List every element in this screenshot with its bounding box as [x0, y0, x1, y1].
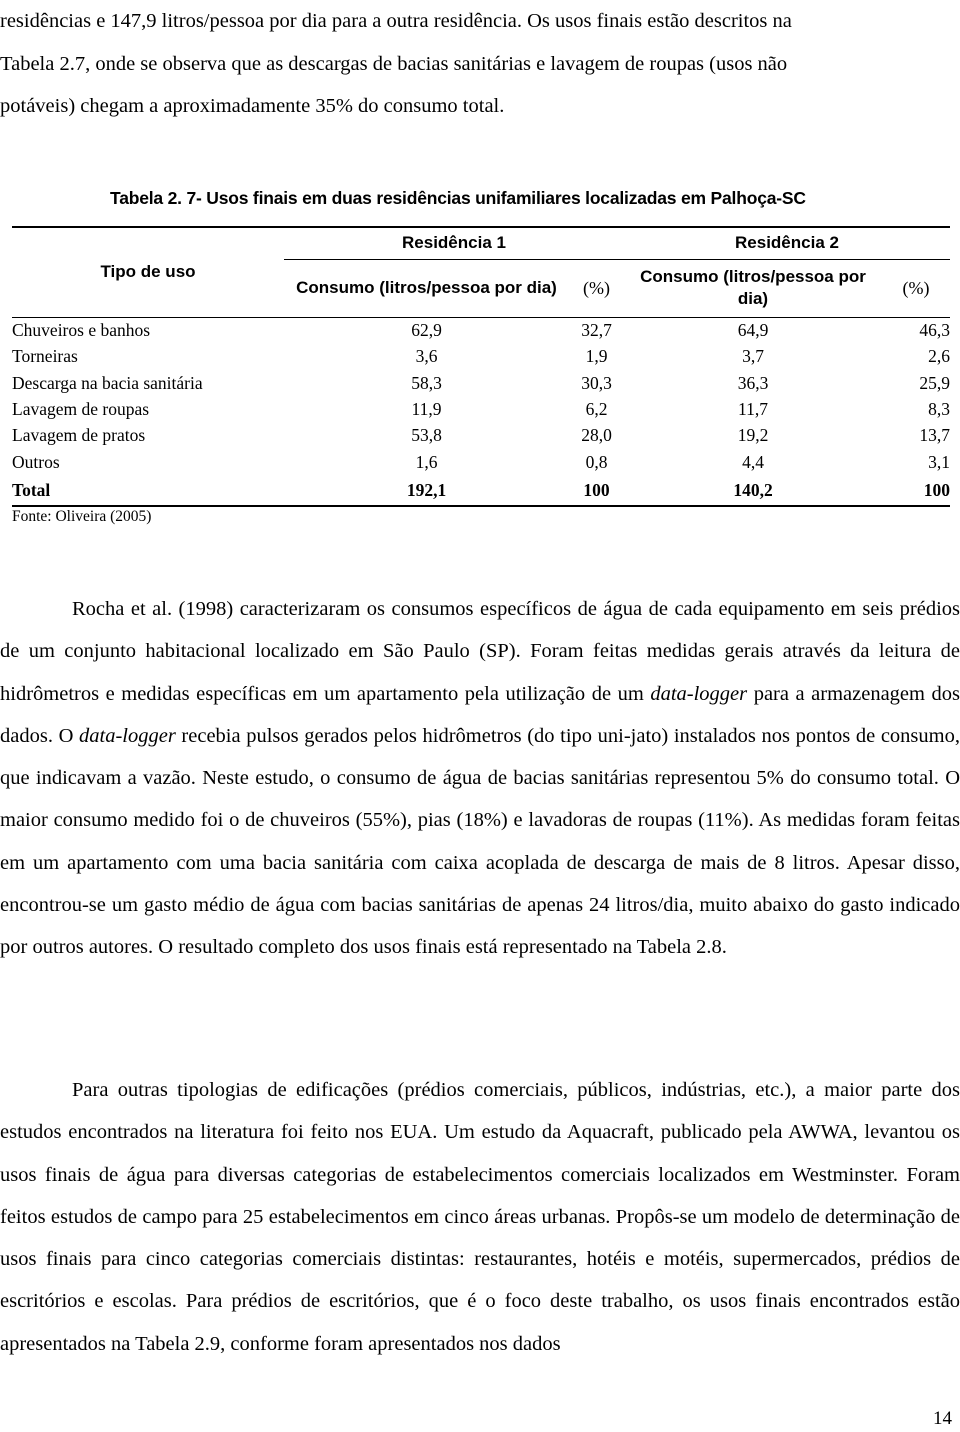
row-consumo-1: 3,6	[415, 346, 438, 367]
row-pct-1: 30,3	[581, 372, 612, 393]
row-consumo-1: 58,3	[411, 372, 442, 393]
row-consumo-2: 19,2	[737, 425, 769, 446]
total-consumo-2: 140,2	[624, 475, 882, 506]
row-tipo: Outros	[12, 451, 60, 472]
row-consumo-1: 62,9	[411, 320, 442, 341]
row-tipo: Descarga na bacia sanitária	[12, 372, 203, 393]
header-residencia-2: Residência 2	[624, 227, 950, 259]
header-residencia-1: Residência 1	[284, 227, 624, 259]
row-pct-2: 46,3	[919, 320, 950, 341]
row-pct-2: 2,6	[928, 346, 950, 367]
header-pct-1: (%)	[569, 259, 624, 317]
row-pct-2: 8,3	[928, 399, 950, 420]
row-tipo: Chuveiros e banhos	[12, 320, 151, 341]
header-consumo-1: Consumo (litros/pessoa por dia)	[284, 259, 569, 317]
row-consumo-2: 11,7	[738, 399, 768, 420]
data-logger-term: data-logger	[79, 724, 176, 747]
table-row	[12, 449, 950, 475]
tipologias-text: Para outras tipologias de edificações (prédios comerciais, públicos, indústrias, etc.), a maior parte dos estudos encontrados na literatura foi feito nos EUA. Um estudo da Aquacraft, publicado pela AWWA, levantou os usos finais de água para diversas categorias de estabelecimentos comerciais localizados em Westminster. Foram feitos estudos de campo para 25 estabelecimentos em cinco áreas urbanas. Propôs-se um modelo de determinação de usos finais para cinco categorias comerciais distintas: restaurantes, hotéis e motéis, supermercados, prédios de escritórios e escolas. Para prédios de escritórios, que é o foco deste trabalho, os usos finais encontrados estão apresentados na Tabela 2.9, conforme foram apresentados nos dados	[0, 1079, 960, 1355]
intro-line-3: potáveis) chegam a aproximadamente 35% do consumo total.	[0, 95, 505, 117]
row-pct-2: 25,9	[919, 372, 950, 393]
table-row	[12, 396, 950, 422]
row-consumo-1: 53,8	[411, 425, 442, 446]
row-pct-2: 3,1	[928, 451, 950, 472]
total-pct-2: 100	[882, 475, 950, 506]
intro-line-2: Tabela 2.7, onde se observa que as descargas de bacias sanitárias e lavagem de roupas (usos não	[0, 52, 788, 75]
tipologias-paragraph	[0, 1069, 960, 1365]
rocha-text-a: Rocha et al. (1998) caracterizaram os consumos específicos de água de cada equipamento em seis prédios de um conjunto habitacional localizado em São Paulo (SP). Foram feitas medidas gerais através da leitura de hidrômetros e medidas específicas em um apartamento pela utilização de um	[0, 598, 960, 705]
row-consumo-2: 64,9	[737, 320, 769, 341]
row-consumo-1: 11,9	[411, 399, 442, 420]
row-pct-1: 0,8	[585, 451, 608, 472]
row-consumo-2: 3,7	[742, 346, 764, 367]
intro-paragraph	[0, 0, 960, 128]
rocha-paragraph	[0, 588, 960, 969]
table-row	[12, 317, 950, 344]
row-pct-1: 6,2	[585, 399, 608, 420]
header-pct-2: (%)	[882, 259, 950, 317]
total-pct-1: 100	[569, 475, 624, 506]
row-pct-2: 13,7	[919, 425, 950, 446]
intro-line-1: residências e 147,9 litros/pessoa por dia para a outra residência. Os usos finais estão descritos na	[0, 10, 792, 32]
total-label: Total	[12, 475, 284, 506]
rocha-text-c: recebia pulsos gerados pelos hidrômetros (do tipo uni-jato) instalados nos pontos de consumo, que indicavam a vazão. Neste estudo, o consumo de água de bacias sanitárias representou 5% do consumo total. O maior consumo medido foi o de chuveiros (55%), pias (18%) e lavadoras de roupas (11%). As medidas foram feitas em um apartamento com uma bacia sanitária com caixa acoplada de descarga de mais de 8 litros. Apesar disso, encontrou-se um gasto médio de água com bacias sanitárias de apenas 24 litros/dia, muito abaixo do gasto indicado por outros autores. O resultado completo dos usos finais está representado na Tabela 2.8.	[0, 724, 960, 959]
header-consumo-2: Consumo (litros/pessoa por dia)	[624, 259, 882, 317]
table-caption: Tabela 2. 7- Usos finais em duas residências unifamiliares localizadas em Palhoça-SC	[110, 188, 806, 208]
total-consumo-1: 192,1	[284, 475, 569, 506]
row-tipo: Torneiras	[12, 346, 78, 367]
usos-finais-table	[12, 226, 950, 507]
data-logger-term: data-logger	[650, 682, 748, 705]
header-tipo-de-uso: Tipo de uso	[12, 227, 284, 317]
row-pct-1: 32,7	[581, 320, 612, 341]
row-pct-1: 1,9	[585, 346, 608, 367]
row-consumo-2: 4,4	[742, 451, 764, 472]
row-pct-1: 28,0	[581, 425, 612, 446]
row-tipo: Lavagem de pratos	[12, 425, 146, 446]
table-source: Fonte: Oliveira (2005)	[12, 508, 152, 525]
table-row	[12, 344, 950, 370]
page-number: 14	[933, 1408, 952, 1429]
table-row	[12, 370, 950, 396]
table-row	[12, 423, 950, 449]
row-tipo: Lavagem de roupas	[12, 399, 150, 420]
row-consumo-2: 36,3	[737, 372, 769, 393]
row-consumo-1: 1,6	[415, 451, 438, 472]
table-total-row	[12, 475, 950, 506]
rocha-text-b: para a armazenagem dos dados. O	[0, 682, 960, 747]
